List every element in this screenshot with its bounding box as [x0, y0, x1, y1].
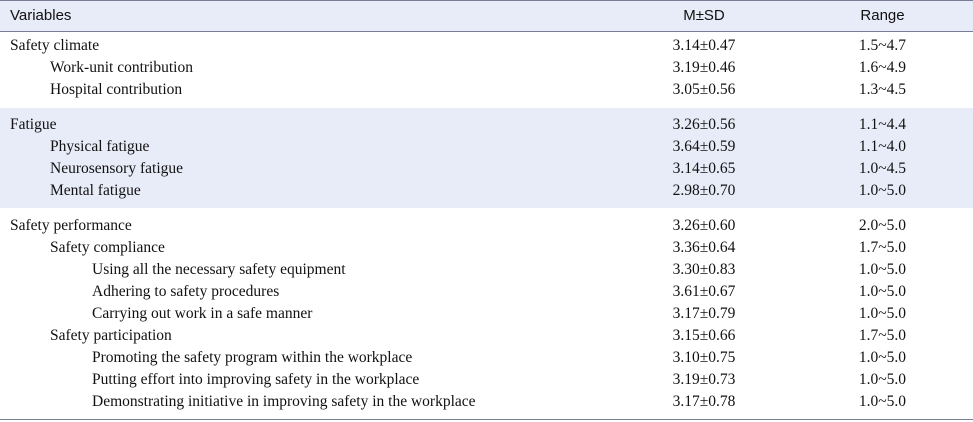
row-label: Physical fatigue: [50, 138, 150, 155]
row-label: Using all the necessary safety equipment: [92, 261, 346, 278]
row-msd: 3.17±0.78: [672, 393, 736, 410]
row-msd: 3.36±0.64: [672, 239, 736, 256]
table-row: [0, 58, 973, 80]
table-row: [0, 36, 973, 58]
row-label: Promoting the safety program within the workplace: [92, 349, 413, 366]
row-range: 1.0~5.0: [858, 261, 907, 278]
table-row: [0, 392, 973, 414]
table-row: [0, 282, 973, 304]
row-label: Work-unit contribution: [50, 59, 193, 76]
row-range: 1.1~4.4: [858, 116, 907, 133]
group-safety-climate: [0, 36, 973, 104]
row-range: 1.0~5.0: [858, 371, 907, 388]
row-range: 1.7~5.0: [858, 239, 907, 256]
row-msd: 2.98±0.70: [672, 182, 736, 199]
row-msd: 3.14±0.65: [672, 160, 736, 177]
row-msd: 3.05±0.56: [672, 81, 736, 98]
row-msd: 3.26±0.56: [672, 116, 736, 133]
table-row: [0, 238, 973, 260]
table-row: [0, 115, 973, 137]
table-bottom-rule: [0, 419, 973, 420]
row-label: Fatigue: [10, 116, 57, 133]
row-msd: 3.10±0.75: [672, 349, 736, 366]
row-range: 1.0~5.0: [858, 393, 907, 410]
table-row: [0, 304, 973, 326]
row-range: 1.5~4.7: [858, 37, 907, 54]
row-range: 1.7~5.0: [858, 327, 907, 344]
row-label: Safety participation: [50, 327, 172, 344]
row-range: 1.6~4.9: [858, 59, 907, 76]
row-msd: 3.61±0.67: [672, 283, 736, 300]
row-label: Safety compliance: [50, 239, 165, 256]
header-variables: Variables: [10, 7, 72, 24]
row-label: Neurosensory fatigue: [50, 160, 183, 177]
row-label: Mental fatigue: [50, 182, 141, 199]
row-msd: 3.26±0.60: [672, 217, 736, 234]
table-row: [0, 326, 973, 348]
row-range: 1.0~5.0: [858, 182, 907, 199]
row-msd: 3.14±0.47: [672, 37, 736, 54]
row-msd: 3.19±0.46: [672, 59, 736, 76]
row-label: Demonstrating initiative in improving safety in the workplace: [92, 393, 476, 410]
group-safety-performance: [0, 216, 973, 416]
row-range: 1.1~4.0: [858, 138, 907, 155]
table-row: [0, 370, 973, 392]
table-row: [0, 181, 973, 203]
table-row: [0, 80, 973, 102]
row-range: 1.0~4.5: [858, 160, 907, 177]
row-label: Safety climate: [10, 37, 100, 54]
row-msd: 3.30±0.83: [672, 261, 736, 278]
table-row: [0, 260, 973, 282]
row-range: 1.0~5.0: [858, 283, 907, 300]
row-range: 1.0~5.0: [858, 349, 907, 366]
row-msd: 3.19±0.73: [672, 371, 736, 388]
header-msd: M±SD: [683, 7, 725, 24]
group-fatigue: [0, 108, 973, 208]
row-range: 1.3~4.5: [858, 81, 907, 98]
row-msd: 3.64±0.59: [672, 138, 736, 155]
row-label: Adhering to safety procedures: [92, 283, 280, 300]
table-row: [0, 216, 973, 238]
row-msd: 3.15±0.66: [672, 327, 736, 344]
row-label: Safety performance: [10, 217, 132, 234]
table-row: [0, 137, 973, 159]
table-row: [0, 348, 973, 370]
header-range: Range: [860, 7, 905, 24]
row-range: 2.0~5.0: [858, 217, 907, 234]
table-header: [0, 0, 973, 32]
row-label: Putting effort into improving safety in the workplace: [92, 371, 420, 388]
table-row: [0, 159, 973, 181]
row-range: 1.0~5.0: [858, 305, 907, 322]
row-msd: 3.17±0.79: [672, 305, 736, 322]
row-label: Hospital contribution: [50, 81, 183, 98]
row-label: Carrying out work in a safe manner: [92, 305, 313, 322]
